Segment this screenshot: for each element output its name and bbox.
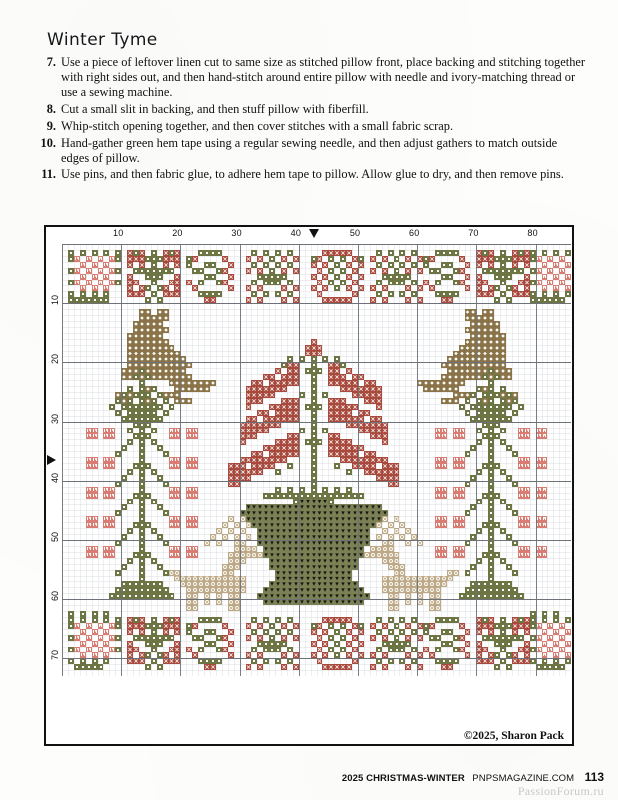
row-tick-40: 40 bbox=[50, 472, 60, 483]
step-number: 8. bbox=[46, 102, 56, 117]
column-tick-20: 20 bbox=[172, 228, 183, 238]
list-item bbox=[34, 167, 586, 182]
step-text: Use pins, and then fabric glue, to adhere hem tape to pillow. Allow glue to dry, and then remove pins. bbox=[61, 167, 564, 182]
pattern-grid bbox=[62, 244, 571, 676]
watermark-text: PassionForum.ru bbox=[517, 784, 604, 798]
chart-inner bbox=[46, 227, 572, 744]
row-tick-30: 30 bbox=[50, 413, 60, 424]
step-number: 7. bbox=[46, 55, 56, 69]
row-tick-50: 50 bbox=[50, 532, 60, 543]
footer-page-number: 113 bbox=[584, 770, 604, 784]
row-tick-20: 20 bbox=[50, 354, 60, 365]
copyright-notice: ©2025, Sharon Pack bbox=[463, 730, 564, 742]
center-column-marker-icon bbox=[309, 229, 319, 238]
chart-row-ruler bbox=[46, 227, 62, 744]
pattern-chart bbox=[44, 225, 574, 746]
list-item bbox=[34, 119, 586, 134]
instruction-list bbox=[34, 55, 586, 184]
step-text: Use a piece of leftover linen cut to same size as stitched pillow front, place backing and stitching together with right sides out, and then hand-stitch around entire pillow with needle and ivory-matching thread or use a sewing machine. bbox=[61, 55, 586, 100]
step-number: 9. bbox=[46, 118, 56, 133]
column-tick-30: 30 bbox=[231, 228, 242, 238]
column-tick-60: 60 bbox=[409, 228, 420, 238]
step-number: 10. bbox=[40, 135, 56, 150]
step-text: Whip-stitch opening together, and then cover stitches with a small fabric scrap. bbox=[61, 118, 454, 133]
column-tick-10: 10 bbox=[113, 228, 124, 238]
footer-magazine: 2025 CHRISTMAS-WINTER bbox=[341, 773, 465, 784]
row-tick-70: 70 bbox=[50, 650, 60, 661]
row-tick-10: 10 bbox=[50, 295, 60, 306]
column-tick-50: 50 bbox=[349, 228, 361, 238]
step-text: Hand-gather green hem tape using a regular sewing needle, and then adjust gathers to match outside edges of pillow. bbox=[61, 135, 558, 165]
column-tick-70: 70 bbox=[468, 228, 479, 238]
footer-website: PNPSMAGAZINE.COM bbox=[472, 773, 575, 784]
step-text: Cut a small slit in backing, and then stuff pillow with fiberfill. bbox=[61, 102, 369, 117]
row-tick-60: 60 bbox=[50, 591, 60, 602]
column-tick-40: 40 bbox=[290, 228, 302, 238]
chart-column-ruler bbox=[46, 227, 572, 244]
list-item bbox=[34, 136, 586, 166]
center-row-marker-icon bbox=[47, 455, 56, 465]
list-item bbox=[34, 55, 586, 101]
page-title: Winter Tyme bbox=[47, 30, 158, 50]
column-tick-80: 80 bbox=[527, 228, 538, 238]
step-number: 11. bbox=[41, 167, 56, 182]
list-item bbox=[34, 102, 586, 117]
